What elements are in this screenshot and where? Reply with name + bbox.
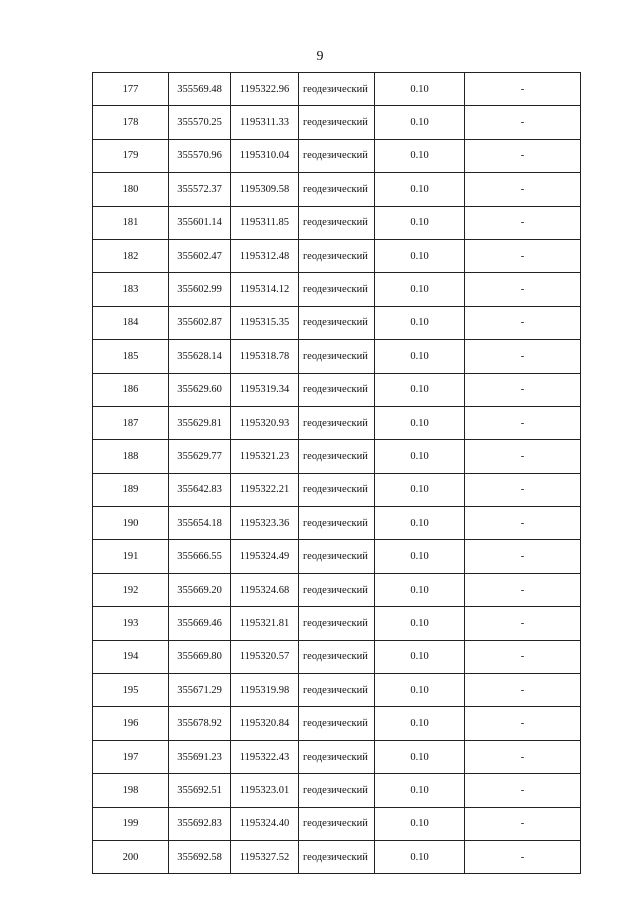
y-coordinate-cell: 1195319.98 [231,674,299,707]
x-coordinate-cell: 355692.83 [169,807,231,840]
note-cell: - [465,273,581,306]
x-coordinate-cell: 355669.80 [169,640,231,673]
point-number-cell: 194 [93,640,169,673]
accuracy-cell: 0.10 [375,640,465,673]
method-cell: геодезический [299,139,375,172]
method-cell: геодезический [299,640,375,673]
method-cell: геодезический [299,440,375,473]
method-cell: геодезический [299,740,375,773]
note-cell: - [465,306,581,339]
x-coordinate-cell: 355602.47 [169,239,231,272]
accuracy-cell: 0.10 [375,740,465,773]
x-coordinate-cell: 355601.14 [169,206,231,239]
table-row [93,406,581,439]
method-cell: геодезический [299,473,375,506]
note-cell: - [465,206,581,239]
point-number-cell: 181 [93,206,169,239]
x-coordinate-cell: 355629.60 [169,373,231,406]
x-coordinate-cell: 355570.96 [169,139,231,172]
y-coordinate-cell: 1195311.33 [231,106,299,139]
method-cell: геодезический [299,707,375,740]
coordinates-table [92,72,581,874]
x-coordinate-cell: 355602.99 [169,273,231,306]
y-coordinate-cell: 1195322.21 [231,473,299,506]
accuracy-cell: 0.10 [375,239,465,272]
point-number-cell: 190 [93,507,169,540]
y-coordinate-cell: 1195314.12 [231,273,299,306]
point-number-cell: 197 [93,740,169,773]
table-row [93,206,581,239]
method-cell: геодезический [299,540,375,573]
point-number-cell: 192 [93,573,169,606]
x-coordinate-cell: 355666.55 [169,540,231,573]
note-cell: - [465,139,581,172]
accuracy-cell: 0.10 [375,573,465,606]
x-coordinate-cell: 355570.25 [169,106,231,139]
method-cell: геодезический [299,674,375,707]
method-cell: геодезический [299,573,375,606]
y-coordinate-cell: 1195321.81 [231,607,299,640]
accuracy-cell: 0.10 [375,674,465,707]
table-row [93,440,581,473]
accuracy-cell: 0.10 [375,440,465,473]
x-coordinate-cell: 355692.51 [169,774,231,807]
y-coordinate-cell: 1195320.57 [231,640,299,673]
table-row [93,507,581,540]
accuracy-cell: 0.10 [375,139,465,172]
x-coordinate-cell: 355692.58 [169,840,231,873]
point-number-cell: 200 [93,840,169,873]
point-number-cell: 186 [93,373,169,406]
point-number-cell: 187 [93,406,169,439]
table-row [93,473,581,506]
accuracy-cell: 0.10 [375,73,465,106]
y-coordinate-cell: 1195309.58 [231,173,299,206]
accuracy-cell: 0.10 [375,406,465,439]
accuracy-cell: 0.10 [375,106,465,139]
point-number-cell: 184 [93,306,169,339]
method-cell: геодезический [299,306,375,339]
point-number-cell: 179 [93,139,169,172]
table-row [93,640,581,673]
point-number-cell: 198 [93,774,169,807]
table-row [93,740,581,773]
x-coordinate-cell: 355629.77 [169,440,231,473]
x-coordinate-cell: 355691.23 [169,740,231,773]
y-coordinate-cell: 1195322.43 [231,740,299,773]
method-cell: геодезический [299,206,375,239]
y-coordinate-cell: 1195310.04 [231,139,299,172]
y-coordinate-cell: 1195319.34 [231,373,299,406]
accuracy-cell: 0.10 [375,774,465,807]
point-number-cell: 183 [93,273,169,306]
table-row [93,540,581,573]
accuracy-cell: 0.10 [375,340,465,373]
table-row [93,106,581,139]
x-coordinate-cell: 355678.92 [169,707,231,740]
accuracy-cell: 0.10 [375,206,465,239]
point-number-cell: 193 [93,607,169,640]
table-row [93,306,581,339]
note-cell: - [465,340,581,373]
note-cell: - [465,106,581,139]
method-cell: геодезический [299,840,375,873]
method-cell: геодезический [299,340,375,373]
x-coordinate-cell: 355628.14 [169,340,231,373]
note-cell: - [465,373,581,406]
x-coordinate-cell: 355669.46 [169,607,231,640]
table-row [93,139,581,172]
accuracy-cell: 0.10 [375,306,465,339]
accuracy-cell: 0.10 [375,540,465,573]
x-coordinate-cell: 355569.48 [169,73,231,106]
y-coordinate-cell: 1195320.84 [231,707,299,740]
accuracy-cell: 0.10 [375,507,465,540]
table-row [93,373,581,406]
accuracy-cell: 0.10 [375,607,465,640]
method-cell: геодезический [299,406,375,439]
method-cell: геодезический [299,239,375,272]
y-coordinate-cell: 1195324.40 [231,807,299,840]
method-cell: геодезический [299,173,375,206]
x-coordinate-cell: 355602.87 [169,306,231,339]
note-cell: - [465,774,581,807]
point-number-cell: 196 [93,707,169,740]
note-cell: - [465,707,581,740]
note-cell: - [465,573,581,606]
accuracy-cell: 0.10 [375,173,465,206]
note-cell: - [465,607,581,640]
y-coordinate-cell: 1195321.23 [231,440,299,473]
point-number-cell: 180 [93,173,169,206]
note-cell: - [465,406,581,439]
method-cell: геодезический [299,106,375,139]
note-cell: - [465,540,581,573]
method-cell: геодезический [299,774,375,807]
y-coordinate-cell: 1195327.52 [231,840,299,873]
note-cell: - [465,674,581,707]
point-number-cell: 199 [93,807,169,840]
coordinates-table-body [93,73,581,874]
table-row [93,340,581,373]
method-cell: геодезический [299,607,375,640]
y-coordinate-cell: 1195315.35 [231,306,299,339]
table-row [93,273,581,306]
table-row [93,707,581,740]
table-row [93,807,581,840]
note-cell: - [465,473,581,506]
accuracy-cell: 0.10 [375,273,465,306]
method-cell: геодезический [299,373,375,406]
point-number-cell: 188 [93,440,169,473]
x-coordinate-cell: 355654.18 [169,507,231,540]
table-row [93,674,581,707]
point-number-cell: 195 [93,674,169,707]
x-coordinate-cell: 355671.29 [169,674,231,707]
y-coordinate-cell: 1195323.01 [231,774,299,807]
note-cell: - [465,440,581,473]
table-row [93,173,581,206]
table-row [93,239,581,272]
method-cell: геодезический [299,273,375,306]
y-coordinate-cell: 1195323.36 [231,507,299,540]
table-row [93,573,581,606]
page-number: 9 [316,49,324,64]
y-coordinate-cell: 1195324.49 [231,540,299,573]
note-cell: - [465,507,581,540]
accuracy-cell: 0.10 [375,707,465,740]
accuracy-cell: 0.10 [375,840,465,873]
y-coordinate-cell: 1195312.48 [231,239,299,272]
x-coordinate-cell: 355572.37 [169,173,231,206]
point-number-cell: 185 [93,340,169,373]
y-coordinate-cell: 1195322.96 [231,73,299,106]
point-number-cell: 177 [93,73,169,106]
accuracy-cell: 0.10 [375,807,465,840]
table-row [93,607,581,640]
point-number-cell: 189 [93,473,169,506]
method-cell: геодезический [299,807,375,840]
table-row [93,840,581,873]
point-number-cell: 178 [93,106,169,139]
note-cell: - [465,740,581,773]
x-coordinate-cell: 355642.83 [169,473,231,506]
x-coordinate-cell: 355669.20 [169,573,231,606]
note-cell: - [465,807,581,840]
point-number-cell: 191 [93,540,169,573]
method-cell: геодезический [299,73,375,106]
note-cell: - [465,73,581,106]
accuracy-cell: 0.10 [375,473,465,506]
note-cell: - [465,239,581,272]
table-row [93,774,581,807]
y-coordinate-cell: 1195318.78 [231,340,299,373]
table-row [93,73,581,106]
note-cell: - [465,840,581,873]
note-cell: - [465,173,581,206]
note-cell: - [465,640,581,673]
y-coordinate-cell: 1195324.68 [231,573,299,606]
y-coordinate-cell: 1195320.93 [231,406,299,439]
method-cell: геодезический [299,507,375,540]
accuracy-cell: 0.10 [375,373,465,406]
y-coordinate-cell: 1195311.85 [231,206,299,239]
point-number-cell: 182 [93,239,169,272]
x-coordinate-cell: 355629.81 [169,406,231,439]
